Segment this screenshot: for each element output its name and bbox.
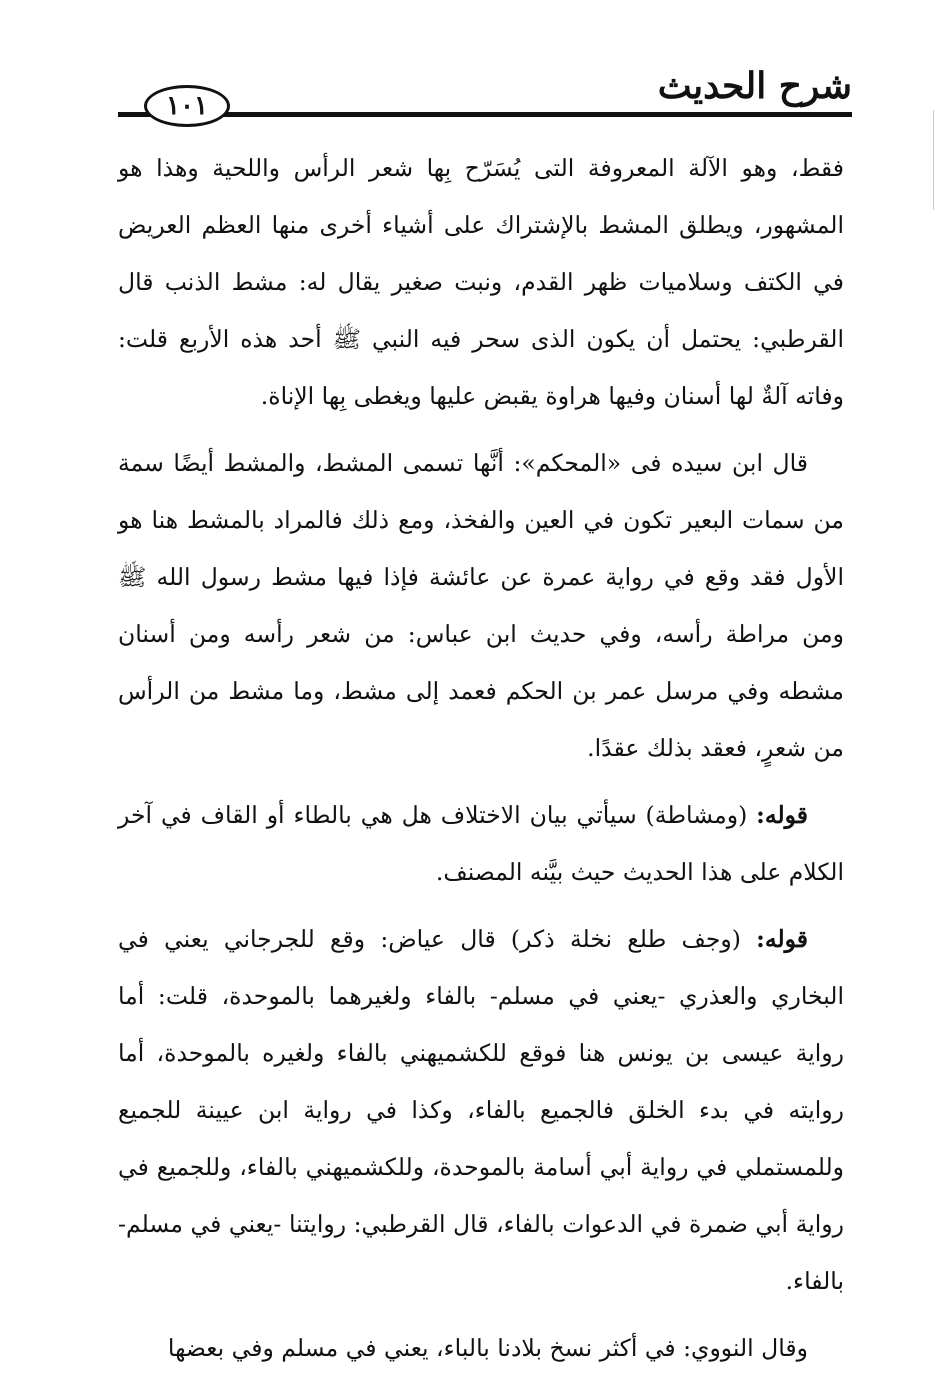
paragraph-label: قوله: [756, 801, 808, 829]
paragraph-text: قال ابن سيده فى «المحكم»: أنَّها تسمى المشط، والمشط أيضًا سمة من سمات البعير تكون في العين والفخذ، ومع ذلك فالمراد بالمشط هنا هو الأول فقد وقع في رواية عمرة عن عائشة فإذا فيها مشط رسول الله ﷺ ومن مراطة رأسه، وفي حديث ابن عباس: من شعر رأسه ومن أسنان مشطه وفي مرسل عمر بن الحكم فعمد إلى مشط، وما مشط من الرأس من شعرٍ، فعقد بذلك عقدًا. [118, 449, 844, 762]
paragraph-1 [118, 140, 844, 425]
paragraph-text: فقط، وهو الآلة المعروفة التى يُسَرّح بِها شعر الرأس واللحية وهذا هو المشهور، ويطلق المشط بالإشتراك على أشياء أخرى منها العظم العريض في الكتف وسلاميات ظهر القدم، ونبت صغير يقال له: مشط الذنب قال القرطبي: يحتمل أن يكون الذى سحر فيه النبي ﷺ أحد هذه الأربع قلت: وفاته آلةٌ لها أسنان وفيها هراوة يقبض عليها ويغطى بِها الإناة. [118, 154, 844, 410]
paragraph-text: وقال النووي: في أكثر نسخ بلادنا بالباء، يعني في مسلم وفي بعضها [167, 1334, 808, 1362]
running-title: شرح الحديث [657, 65, 852, 107]
paragraph-text: (وجف طلع نخلة ذكر) قال عياض: وقع للجرجاني يعني في البخاري والعذري -يعني في مسلم- بالفاء ولغيرهما بالموحدة، قلت: أما رواية عيسى بن يونس هنا فوقع للكشميهني بالفاء ولغيره بالموحدة، أما روايته في بدء الخلق فالجميع بالفاء، وكذا في رواية ابن عيينة للجميع وللمستملي في رواية أبي أسامة بالموحدة، وللكشميهني بالفاء، وللجميع في رواية أبي ضمرة في الدعوات بالفاء، قال القرطبي: روايتنا -يعني في مسلم- بالفاء. [118, 925, 844, 1295]
page-number: ١٠١ [144, 85, 230, 127]
paragraph-text: (ومشاطة) سيأتي بيان الاختلاف هل هي بالطاء أو القاف في آخر الكلام على هذا الحديث حيث بيَّنه المصنف. [118, 801, 844, 886]
margin-line [933, 110, 934, 210]
paragraph-3 [118, 787, 844, 901]
header-rule [118, 112, 852, 117]
paragraph-5 [118, 1320, 844, 1377]
paragraph-4 [118, 911, 844, 1310]
page-header [118, 60, 852, 120]
body-text [118, 140, 844, 1387]
paragraph-2 [118, 435, 844, 777]
paragraph-label: قوله: [756, 925, 808, 953]
